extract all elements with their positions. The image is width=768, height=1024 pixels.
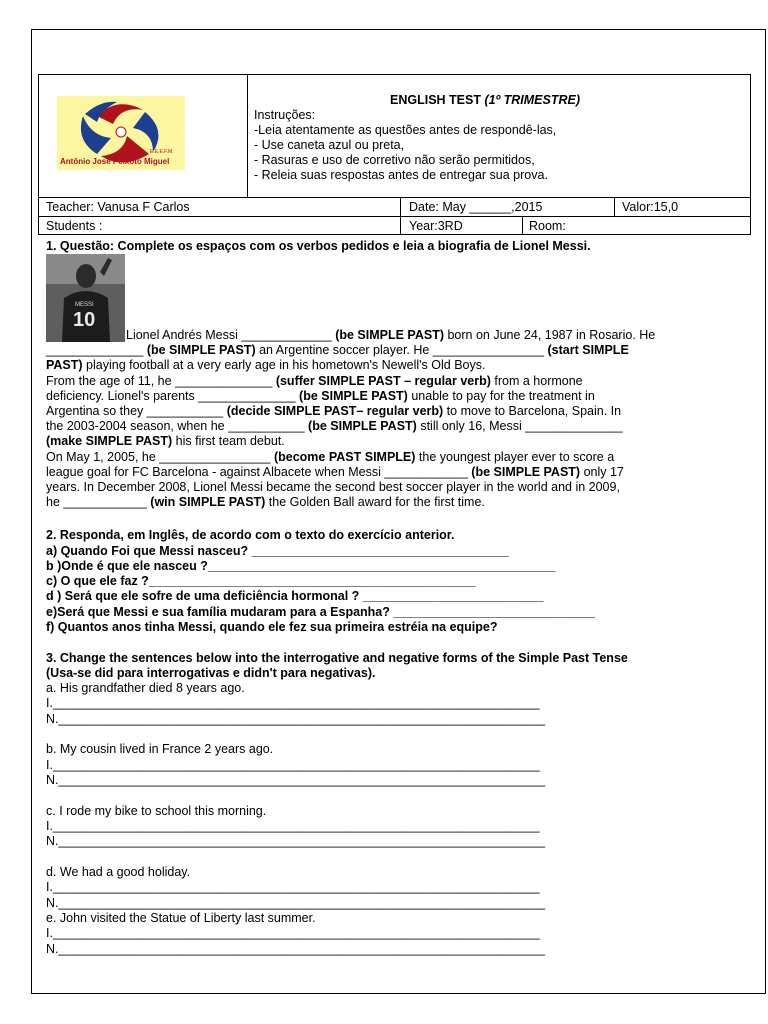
- bio-text: the Golden Ball award for the first time.: [265, 495, 485, 510]
- q3-interrogative-e[interactable]: I.______________________________________________________________________: [46, 926, 540, 940]
- bio-text: From the age of 11, he ______________: [46, 373, 276, 388]
- q3-interrogative-a[interactable]: I.______________________________________________________________________: [46, 696, 540, 710]
- q3-sentence-c: c. I rode my bike to school this morning.: [46, 804, 267, 818]
- q1-line: [46, 480, 726, 495]
- q1-line: [46, 374, 726, 389]
- bio-text: deficiency. Lionel's parents ______________: [46, 388, 300, 403]
- logo-abbrev: E.E.E.F.M.: [150, 149, 174, 155]
- instructions-label: Instruções:: [254, 108, 316, 122]
- jersey-number: 10: [73, 309, 96, 331]
- bio-text: the youngest player ever to score a: [415, 449, 615, 464]
- bio-text: still only 16, Messi ______________: [416, 419, 623, 434]
- students-field[interactable]: Students :: [46, 219, 103, 233]
- q3-interrogative-d[interactable]: I.______________________________________________________________________: [46, 880, 540, 894]
- q1-line: [46, 450, 726, 465]
- instruction-2: - Use caneta azul ou preta,: [254, 138, 405, 152]
- bio-text: On May 1, 2005, he ________________: [46, 449, 274, 464]
- q1-line: [46, 389, 726, 404]
- q1-line: [46, 343, 726, 358]
- q2-item-b[interactable]: b )Onde é que ele nasceu ?__________________________________________________: [46, 559, 556, 573]
- bio-text: to move to Barcelona, Spain. In: [443, 404, 622, 419]
- q1-biography: [46, 328, 726, 510]
- q3-interrogative-c[interactable]: I.______________________________________________________________________: [46, 819, 540, 833]
- q3-negative-a[interactable]: N.______________________________________________________________________: [46, 712, 546, 726]
- q3-title-line-2: (Usa-se did para interrogativas e didn't para negativas).: [46, 666, 376, 680]
- q1-line: [46, 465, 726, 480]
- q1-line: [46, 419, 726, 434]
- q1-title: 1. Questão: Complete os espaços com os verbos pedidos e leia a biografia de Lionel Messi.: [46, 239, 591, 253]
- q3-negative-b[interactable]: N.______________________________________________________________________: [46, 773, 546, 787]
- verb-prompt: (be SIMPLE PAST): [335, 328, 444, 342]
- bio-text: the 2003-2004 season, when he ___________: [46, 419, 309, 434]
- bio-text: playing football at a very early age in his hometown's Newell's Old Boys.: [82, 358, 486, 373]
- bio-text: his first team debut.: [172, 434, 285, 449]
- year-field: Year:3RD: [409, 219, 463, 233]
- jersey-name: MESSI: [75, 302, 94, 308]
- q1-line: [46, 404, 726, 419]
- verb-prompt: (win SIMPLE PAST): [150, 495, 266, 510]
- room-field[interactable]: Room:: [529, 219, 566, 233]
- q3-negative-c[interactable]: N.______________________________________________________________________: [46, 834, 546, 848]
- teacher-field: Teacher: Vanusa F Carlos: [46, 200, 190, 214]
- instruction-4: - Releia suas respostas antes de entregar sua prova.: [254, 168, 548, 182]
- bio-text: he ____________: [46, 495, 151, 510]
- bio-text: ______________: [46, 343, 147, 358]
- q3-sentence-d: d. We had a good holiday.: [46, 865, 191, 879]
- q3-interrogative-b[interactable]: I.______________________________________________________________________: [46, 758, 540, 772]
- valor-field: Valor:15,0: [622, 200, 679, 214]
- q1-line: [46, 434, 726, 449]
- instruction-1: -Leia atentamente as questões antes de respondê-las,: [254, 123, 557, 137]
- bio-text: years. In December 2008, Lionel Messi became the second best soccer player in the world and in 2009,: [46, 480, 620, 495]
- bio-text: Lionel Andrés Messi _____________: [126, 328, 336, 342]
- verb-prompt: (suffer SIMPLE PAST – regular verb): [275, 373, 491, 388]
- q2-item-e[interactable]: e)Será que Messi e sua família mudaram para a Espanha? _____________________________: [46, 605, 595, 619]
- q2-item-d[interactable]: d ) Será que ele sofre de uma deficiência hormonal ? __________________________: [46, 589, 544, 603]
- verb-prompt: (make SIMPLE PAST): [46, 434, 173, 449]
- instruction-3: - Rasuras e uso de corretivo não serão permitidos,: [254, 153, 535, 167]
- verb-prompt: (be SIMPLE PAST): [471, 464, 581, 479]
- q1-line: [46, 495, 726, 510]
- q3-sentence-b: b. My cousin lived in France 2 years ago.: [46, 742, 274, 756]
- verb-prompt: PAST): [46, 358, 83, 373]
- verb-prompt: (start SIMPLE: [547, 343, 629, 358]
- q2-item-a[interactable]: a) Quando Foi que Messi nasceu? _____________________________________: [46, 544, 509, 558]
- verb-prompt: (be SIMPLE PAST): [299, 388, 408, 403]
- bio-text: born on June 24, 1987 in Rosario. He: [444, 328, 656, 342]
- q2-title: 2. Responda, em Inglês, de acordo com o texto do exercício anterior.: [46, 528, 455, 542]
- q1-line: [46, 328, 726, 343]
- test-title: ENGLISH TEST (1º TRIMESTRE): [390, 93, 581, 107]
- verb-prompt: (become PAST SIMPLE): [273, 449, 416, 464]
- bio-text: Argentina so they ___________: [46, 404, 227, 419]
- logo-caption: Antônio José Peixoto Miguel: [60, 157, 170, 166]
- q3-sentence-e: e. John visited the Statue of Liberty last summer.: [46, 911, 316, 925]
- bio-text: from a hormone: [490, 373, 583, 388]
- q3-negative-d[interactable]: N.______________________________________________________________________: [46, 896, 546, 910]
- q1-line: [46, 358, 726, 373]
- bio-text: league goal for FC Barcelona - against Albacete when Messi ____________: [46, 464, 472, 479]
- q3-negative-e[interactable]: N.______________________________________________________________________: [46, 942, 546, 956]
- verb-prompt: (be SIMPLE PAST): [146, 343, 256, 358]
- date-field[interactable]: Date: May ______,2015: [409, 200, 543, 214]
- q2-item-c[interactable]: c) O que ele faz ?_______________________________________________: [46, 574, 476, 588]
- bio-text: unable to pay for the treatment in: [407, 388, 595, 403]
- verb-prompt: (decide SIMPLE PAST– regular verb): [226, 404, 444, 419]
- bio-text: only 17: [580, 464, 624, 479]
- bio-text: an Argentine soccer player. He ________________: [255, 343, 548, 358]
- q2-item-f[interactable]: f) Quantos anos tinha Messi, quando ele fez sua primeira estréia na equipe?: [46, 620, 498, 634]
- q3-title-line-1: 3. Change the sentences below into the interrogative and negative forms of the Simple Past Tense: [46, 651, 628, 665]
- verb-prompt: (be SIMPLE PAST): [308, 419, 417, 434]
- q3-sentence-a: a. His grandfather died 8 years ago.: [46, 681, 245, 695]
